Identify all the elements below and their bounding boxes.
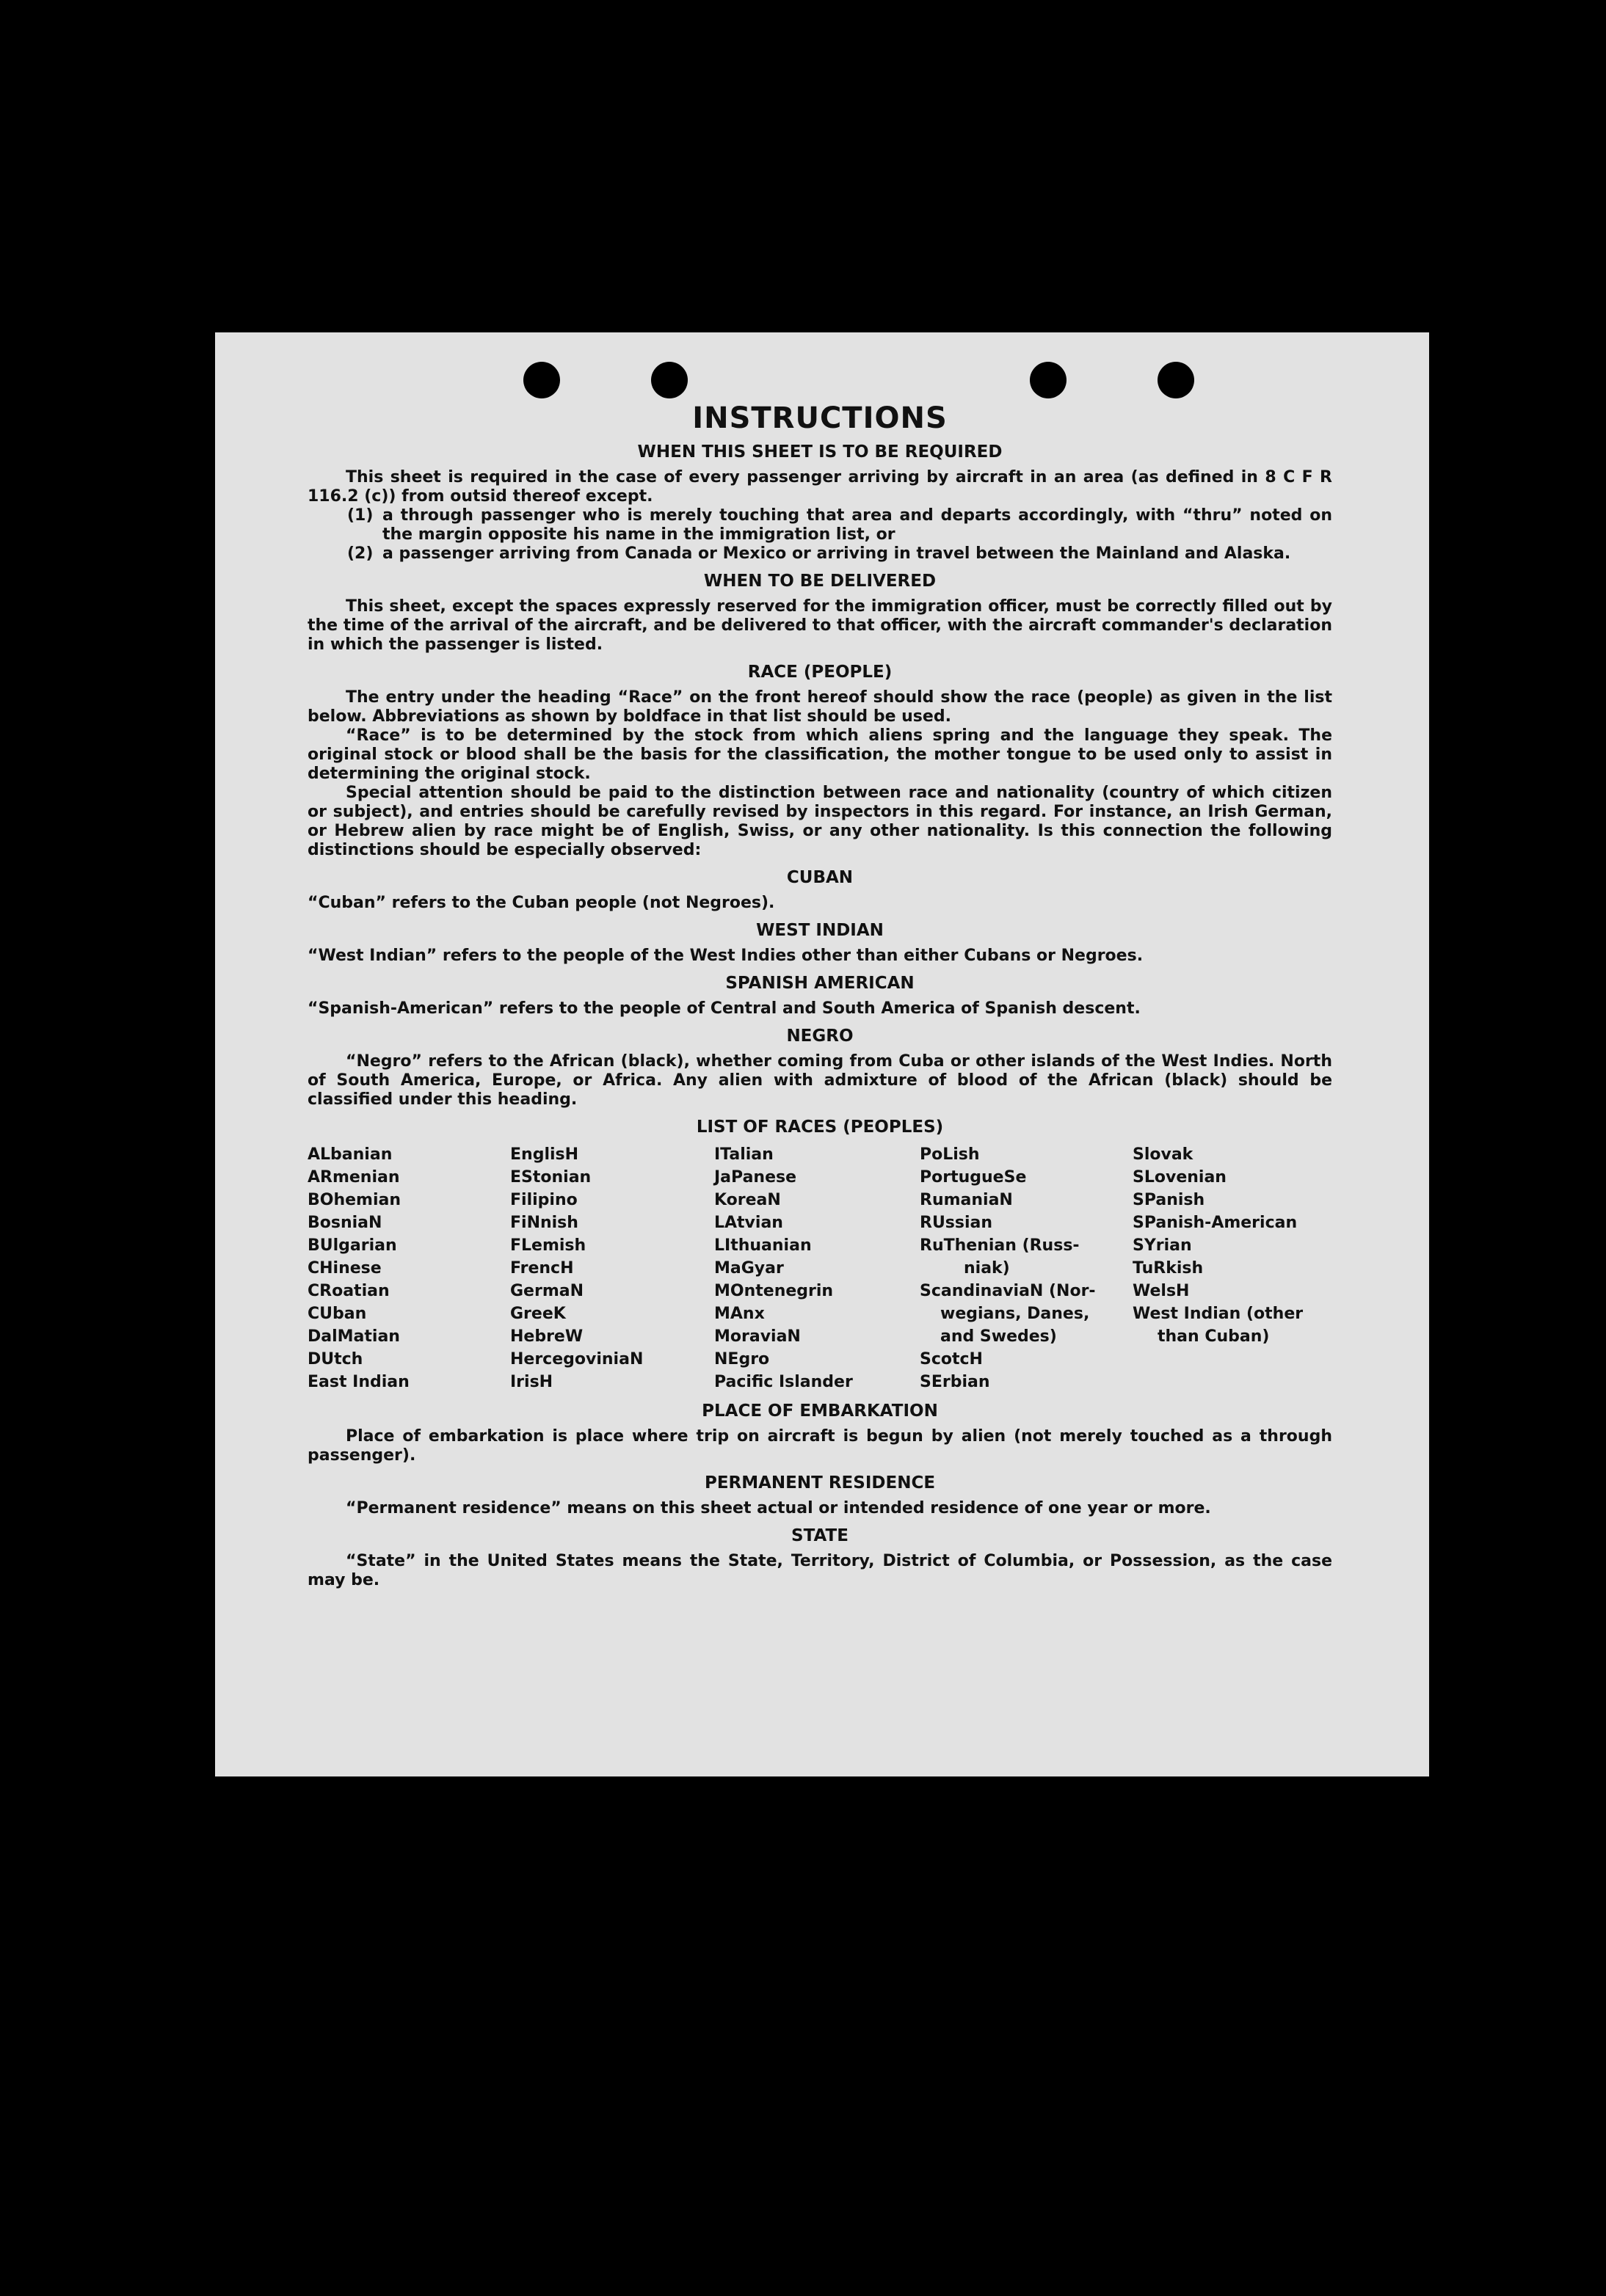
race-paragraph: The entry under the heading “Race” on the front hereof should show the race (people) as given in the list below. Abbreviations as shown by boldface in that list should be used. xyxy=(308,688,1332,726)
delivered-text: This sheet, except the spaces expressly reserved for the immigration officer, must be correctly filled out by the time of the arrival of the aircraft, and be delivered to that officer, with the aircraft commander's declaration in which the passenger is listed. xyxy=(308,597,1332,654)
required-intro: This sheet is required in the case of every passenger arriving by aircraft in an area (as defined in 8 C F R 116.2 (c)) from outsid thereof except. xyxy=(308,468,1332,506)
race-entry: ScotcH xyxy=(920,1350,983,1369)
race-entry: BOhemian xyxy=(308,1191,402,1209)
cuban-text: “Cuban” refers to the Cuban people (not Negroes). xyxy=(308,894,775,912)
race-entry: DalMatian xyxy=(308,1327,400,1346)
race-entry: FLemish xyxy=(510,1236,586,1255)
race-entry: wegians, Danes, xyxy=(940,1305,1090,1323)
race-entry: HebreW xyxy=(510,1327,584,1346)
race-entry: ALbanian xyxy=(308,1145,393,1164)
race-entry: RumaniaN xyxy=(920,1191,1013,1209)
page-title: INSTRUCTIONS xyxy=(692,401,948,435)
race-entry: RUssian xyxy=(920,1214,993,1232)
list-item-number: (1) xyxy=(347,506,374,525)
race-entry: LIthuanian xyxy=(714,1236,812,1255)
races-column xyxy=(714,1143,920,1393)
race-entry: than Cuban) xyxy=(1158,1327,1270,1346)
spanish-american-text: “Spanish-American” refers to the people of Central and South America of Spanish descent. xyxy=(308,999,1141,1018)
race-entry: IrisH xyxy=(510,1373,553,1391)
race-entry: EStonian xyxy=(510,1168,592,1187)
state-text: “State” in the United States means the State, Territory, District of Columbia, or Possession, as the case may be. xyxy=(308,1552,1332,1589)
race-entry: BUlgarian xyxy=(308,1236,397,1255)
list-item xyxy=(347,506,1332,544)
west-indian-text: “West Indian” refers to the people of the West Indies other than either Cubans or Negroes. xyxy=(308,947,1144,965)
race-entry: ARmenian xyxy=(308,1168,400,1187)
races-column xyxy=(308,1143,510,1393)
punch-hole xyxy=(651,362,688,398)
race-entry: SPanish-American xyxy=(1133,1214,1298,1232)
section-heading-residence: PERMANENT RESIDENCE xyxy=(704,1473,936,1493)
races-column xyxy=(920,1143,1133,1393)
race-entry: PortugueSe xyxy=(920,1168,1027,1187)
section-heading-negro: NEGRO xyxy=(786,1027,854,1046)
race-entry: LAtvian xyxy=(714,1214,783,1232)
residence-text: “Permanent residence” means on this sheet actual or intended residence of one year or more. xyxy=(346,1499,1211,1517)
race-entry: CHinese xyxy=(308,1259,382,1278)
race-entry: East Indian xyxy=(308,1373,410,1391)
race-entry: JaPanese xyxy=(714,1168,797,1187)
race-entry: Slovak xyxy=(1133,1145,1193,1164)
race-entry: and Swedes) xyxy=(940,1327,1057,1346)
race-entry: SLovenian xyxy=(1133,1168,1227,1187)
embarkation-text: Place of embarkation is place where trip on aircraft is begun by alien (not merely touched as a through passenger). xyxy=(308,1427,1332,1465)
race-entry: niak) xyxy=(964,1259,1010,1278)
punch-hole xyxy=(1030,362,1067,398)
punch-hole xyxy=(523,362,560,398)
list-item-number: (2) xyxy=(347,544,374,563)
section-heading-required: WHEN THIS SHEET IS TO BE REQUIRED xyxy=(637,442,1003,462)
section-heading-delivered: WHEN TO BE DELIVERED xyxy=(703,572,937,591)
race-entry: FrencH xyxy=(510,1259,574,1278)
race-entry: West Indian (other xyxy=(1133,1305,1304,1323)
section-heading-list-of-races: LIST OF RACES (PEOPLES) xyxy=(696,1118,944,1137)
race-entry: Pacific Islander xyxy=(714,1373,853,1391)
races-column xyxy=(510,1143,714,1393)
race-entry: FiNnish xyxy=(510,1214,578,1232)
race-entry: ITalian xyxy=(714,1145,774,1164)
section-heading-west-indian: WEST INDIAN xyxy=(756,921,884,940)
race-entry: NEgro xyxy=(714,1350,770,1369)
race-entry: KoreaN xyxy=(714,1191,781,1209)
race-entry: Filipino xyxy=(510,1191,578,1209)
race-entry: SErbian xyxy=(920,1373,990,1391)
race-entry: CUban xyxy=(308,1305,367,1323)
section-heading-state: STATE xyxy=(791,1526,849,1545)
list-item-text: a through passenger who is merely touching that area and departs accordingly, with “thru” noted on the margin opposite his name in the immigration list, or xyxy=(382,506,1332,544)
race-entry: SYrian xyxy=(1133,1236,1192,1255)
section-heading-cuban: CUBAN xyxy=(786,868,854,887)
race-paragraph: Special attention should be paid to the distinction between race and nationality (country of which citizen or subject), and entries should be carefully revised by inspectors in this regard. For instance, an Irish German, or Hebrew alien by race might be of English, Swiss, or any other nationality. Is this connection the following distinctions should be especially observed: xyxy=(308,784,1332,859)
race-paragraph: “Race” is to be determined by the stock from which aliens spring and the language they speak. The original stock or blood shall be the basis for the classification, the mother tongue to be used only to assist in determining the original stock. xyxy=(308,726,1332,783)
race-entry: GreeK xyxy=(510,1305,566,1323)
race-entry: PoLish xyxy=(920,1145,980,1164)
instruction-sheet xyxy=(215,332,1429,1776)
race-entry: MAnx xyxy=(714,1305,765,1323)
race-entry: RuThenian (Russ- xyxy=(920,1236,1080,1255)
section-heading-embarkation: PLACE OF EMBARKATION xyxy=(702,1402,938,1421)
race-entry: ScandinaviaN (Nor- xyxy=(920,1282,1096,1300)
race-entry: EnglisH xyxy=(510,1145,579,1164)
races-list xyxy=(308,1143,1332,1393)
race-entry: DUtch xyxy=(308,1350,363,1369)
race-entry: WelsH xyxy=(1133,1282,1190,1300)
race-entry: MOntenegrin xyxy=(714,1282,834,1300)
list-item xyxy=(347,544,1332,564)
race-entry: MoraviaN xyxy=(714,1327,801,1346)
punch-hole xyxy=(1158,362,1194,398)
race-entry: SPanish xyxy=(1133,1191,1205,1209)
race-entry: GermaN xyxy=(510,1282,584,1300)
race-entry: MaGyar xyxy=(714,1259,784,1278)
section-heading-spanish-american: SPANISH AMERICAN xyxy=(725,974,915,993)
races-column xyxy=(1133,1143,1332,1393)
race-entry: CRoatian xyxy=(308,1282,390,1300)
race-entry: TuRkish xyxy=(1133,1259,1204,1278)
sheet-content xyxy=(308,402,1332,1590)
negro-text: “Negro” refers to the African (black), whether coming from Cuba or other islands of the West Indies. North of South America, Europe, or Africa. Any alien with admixture of blood of the African (black) should be classified under this heading. xyxy=(308,1052,1332,1109)
list-item-text: a passenger arriving from Canada or Mexico or arriving in travel between the Mainland and Alaska. xyxy=(382,544,1291,563)
section-heading-race: RACE (PEOPLE) xyxy=(747,663,893,682)
race-entry: BosniaN xyxy=(308,1214,382,1232)
race-entry: HercegoviniaN xyxy=(510,1350,644,1369)
